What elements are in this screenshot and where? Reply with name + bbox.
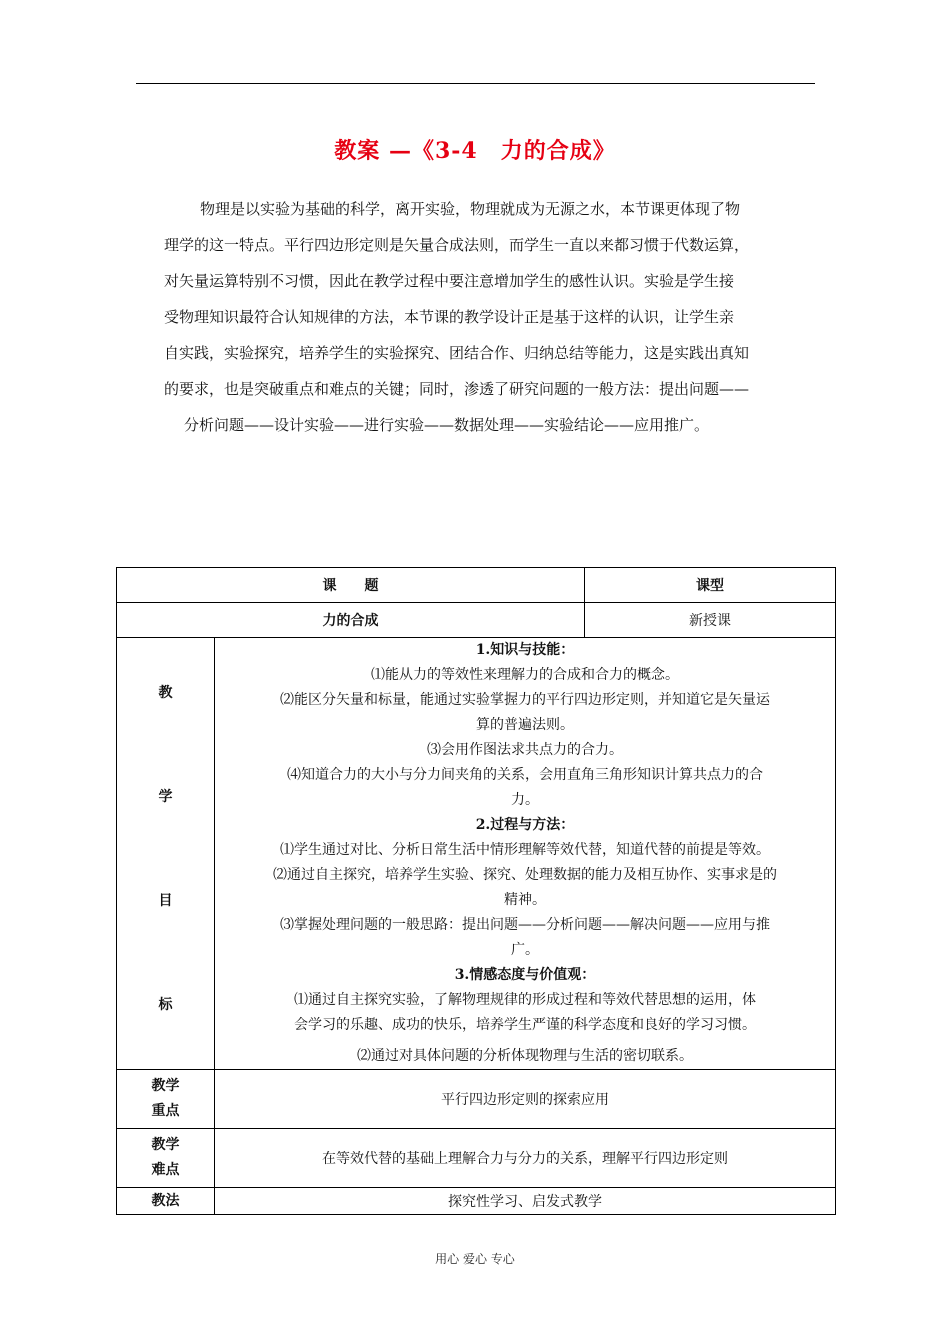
goals-label-char: 教 (158, 685, 173, 701)
goals-item: ⑴学生通过对比、分析日常生活中情形理解等效代替，知道代替的前提是等效。 (280, 842, 770, 858)
goals-item: ⑶掌握处理问题的一般思路：提出问题——分析问题——解决问题——应用与推 (280, 917, 770, 933)
difficulty-label-line: 难点 (151, 1162, 180, 1178)
goals-label-char: 标 (158, 997, 173, 1013)
focus-label-line: 教学 (151, 1078, 180, 1094)
goals-item: 精神。 (504, 892, 546, 908)
intro-line: 受物理知识最符合认知规律的方法，本节课的教学设计正是基于这样的认识，让学生亲 (164, 308, 735, 326)
intro-line: 的要求，也是突破重点和难点的关键；同时，渗透了研究问题的一般方法：提出问题—— (164, 380, 750, 398)
difficulty-label-line: 教学 (151, 1137, 180, 1153)
difficulty-value: 在等效代替的基础上理解合力与分力的关系，理解平行四边形定则 (215, 1129, 836, 1188)
method-label: 教法 (117, 1188, 215, 1215)
document-title: 教案 —《3-4 力的合成》 (334, 138, 616, 164)
intro-paragraph (164, 191, 804, 443)
goals-label-char: 目 (158, 893, 173, 909)
difficulty-label (117, 1129, 215, 1188)
type-value: 新授课 (585, 603, 836, 638)
goals-item: ⑵通过自主探究，培养学生实验、探究、处理数据的能力及相互协作、实事求是的 (273, 867, 777, 883)
focus-value: 平行四边形定则的探索应用 (215, 1070, 836, 1129)
goals-item: ⑶会用作图法求共点力的合力。 (427, 742, 623, 758)
goals-label-char: 学 (158, 789, 173, 805)
goals-item: 力。 (511, 792, 539, 808)
goals-item: 会学习的乐趣、成功的快乐，培养学生严谨的科学态度和良好的学习习惯。 (294, 1017, 756, 1033)
intro-line: 物理是以实验为基础的科学，离开实验，物理就成为无源之水，本节课更体现了物 (200, 200, 741, 218)
focus-label (117, 1070, 215, 1129)
type-header: 课型 (585, 568, 836, 603)
method-value: 探究性学习、启发式教学 (215, 1188, 836, 1215)
topic-header: 课 题 (117, 568, 585, 603)
goals-heading: 1.知识与技能： (475, 642, 575, 658)
intro-line: 分析问题——设计实验——进行实验——数据处理——实验结论——应用推广。 (184, 416, 710, 434)
header-rule (136, 83, 815, 84)
goals-item: ⑴通过自主探究实验，了解物理规律的形成过程和等效代替思想的运用，体 (294, 992, 756, 1008)
goals-item: ⑷知道合力的大小与分力间夹角的关系，会用直角三角形知识计算共点力的合 (287, 767, 763, 783)
page-footer: 用心 爱心 专心 (435, 1252, 515, 1266)
intro-line: 理学的这一特点。平行四边形定则是矢量合成法则，而学生一直以来都习惯于代数运算， (164, 236, 750, 254)
goals-heading: 2.过程与方法： (475, 817, 575, 833)
goals-item: 算的普遍法则。 (476, 717, 574, 733)
focus-label-line: 重点 (151, 1103, 180, 1119)
intro-line: 自实践，实验探究，培养学生的实验探究、团结合作、归纳总结等能力，这是实践出真知 (164, 344, 750, 362)
goals-item: ⑵通过对具体问题的分析体现物理与生活的密切联系。 (357, 1048, 693, 1064)
topic-value: 力的合成 (117, 603, 585, 638)
goals-item: ⑵能区分矢量和标量，能通过实验掌握力的平行四边形定则，并知道它是矢量运 (280, 692, 770, 708)
intro-line: 对矢量运算特别不习惯，因此在教学过程中要注意增加学生的感性认识。实验是学生接 (164, 272, 735, 290)
goals-item: 广。 (511, 942, 539, 958)
goals-label (117, 638, 215, 1070)
goals-item: ⑴能从力的等效性来理解力的合成和合力的概念。 (371, 667, 679, 683)
goals-heading: 3.情感态度与价值观： (454, 967, 596, 983)
lesson-plan-table (116, 567, 836, 1215)
goals-content (215, 638, 836, 1070)
